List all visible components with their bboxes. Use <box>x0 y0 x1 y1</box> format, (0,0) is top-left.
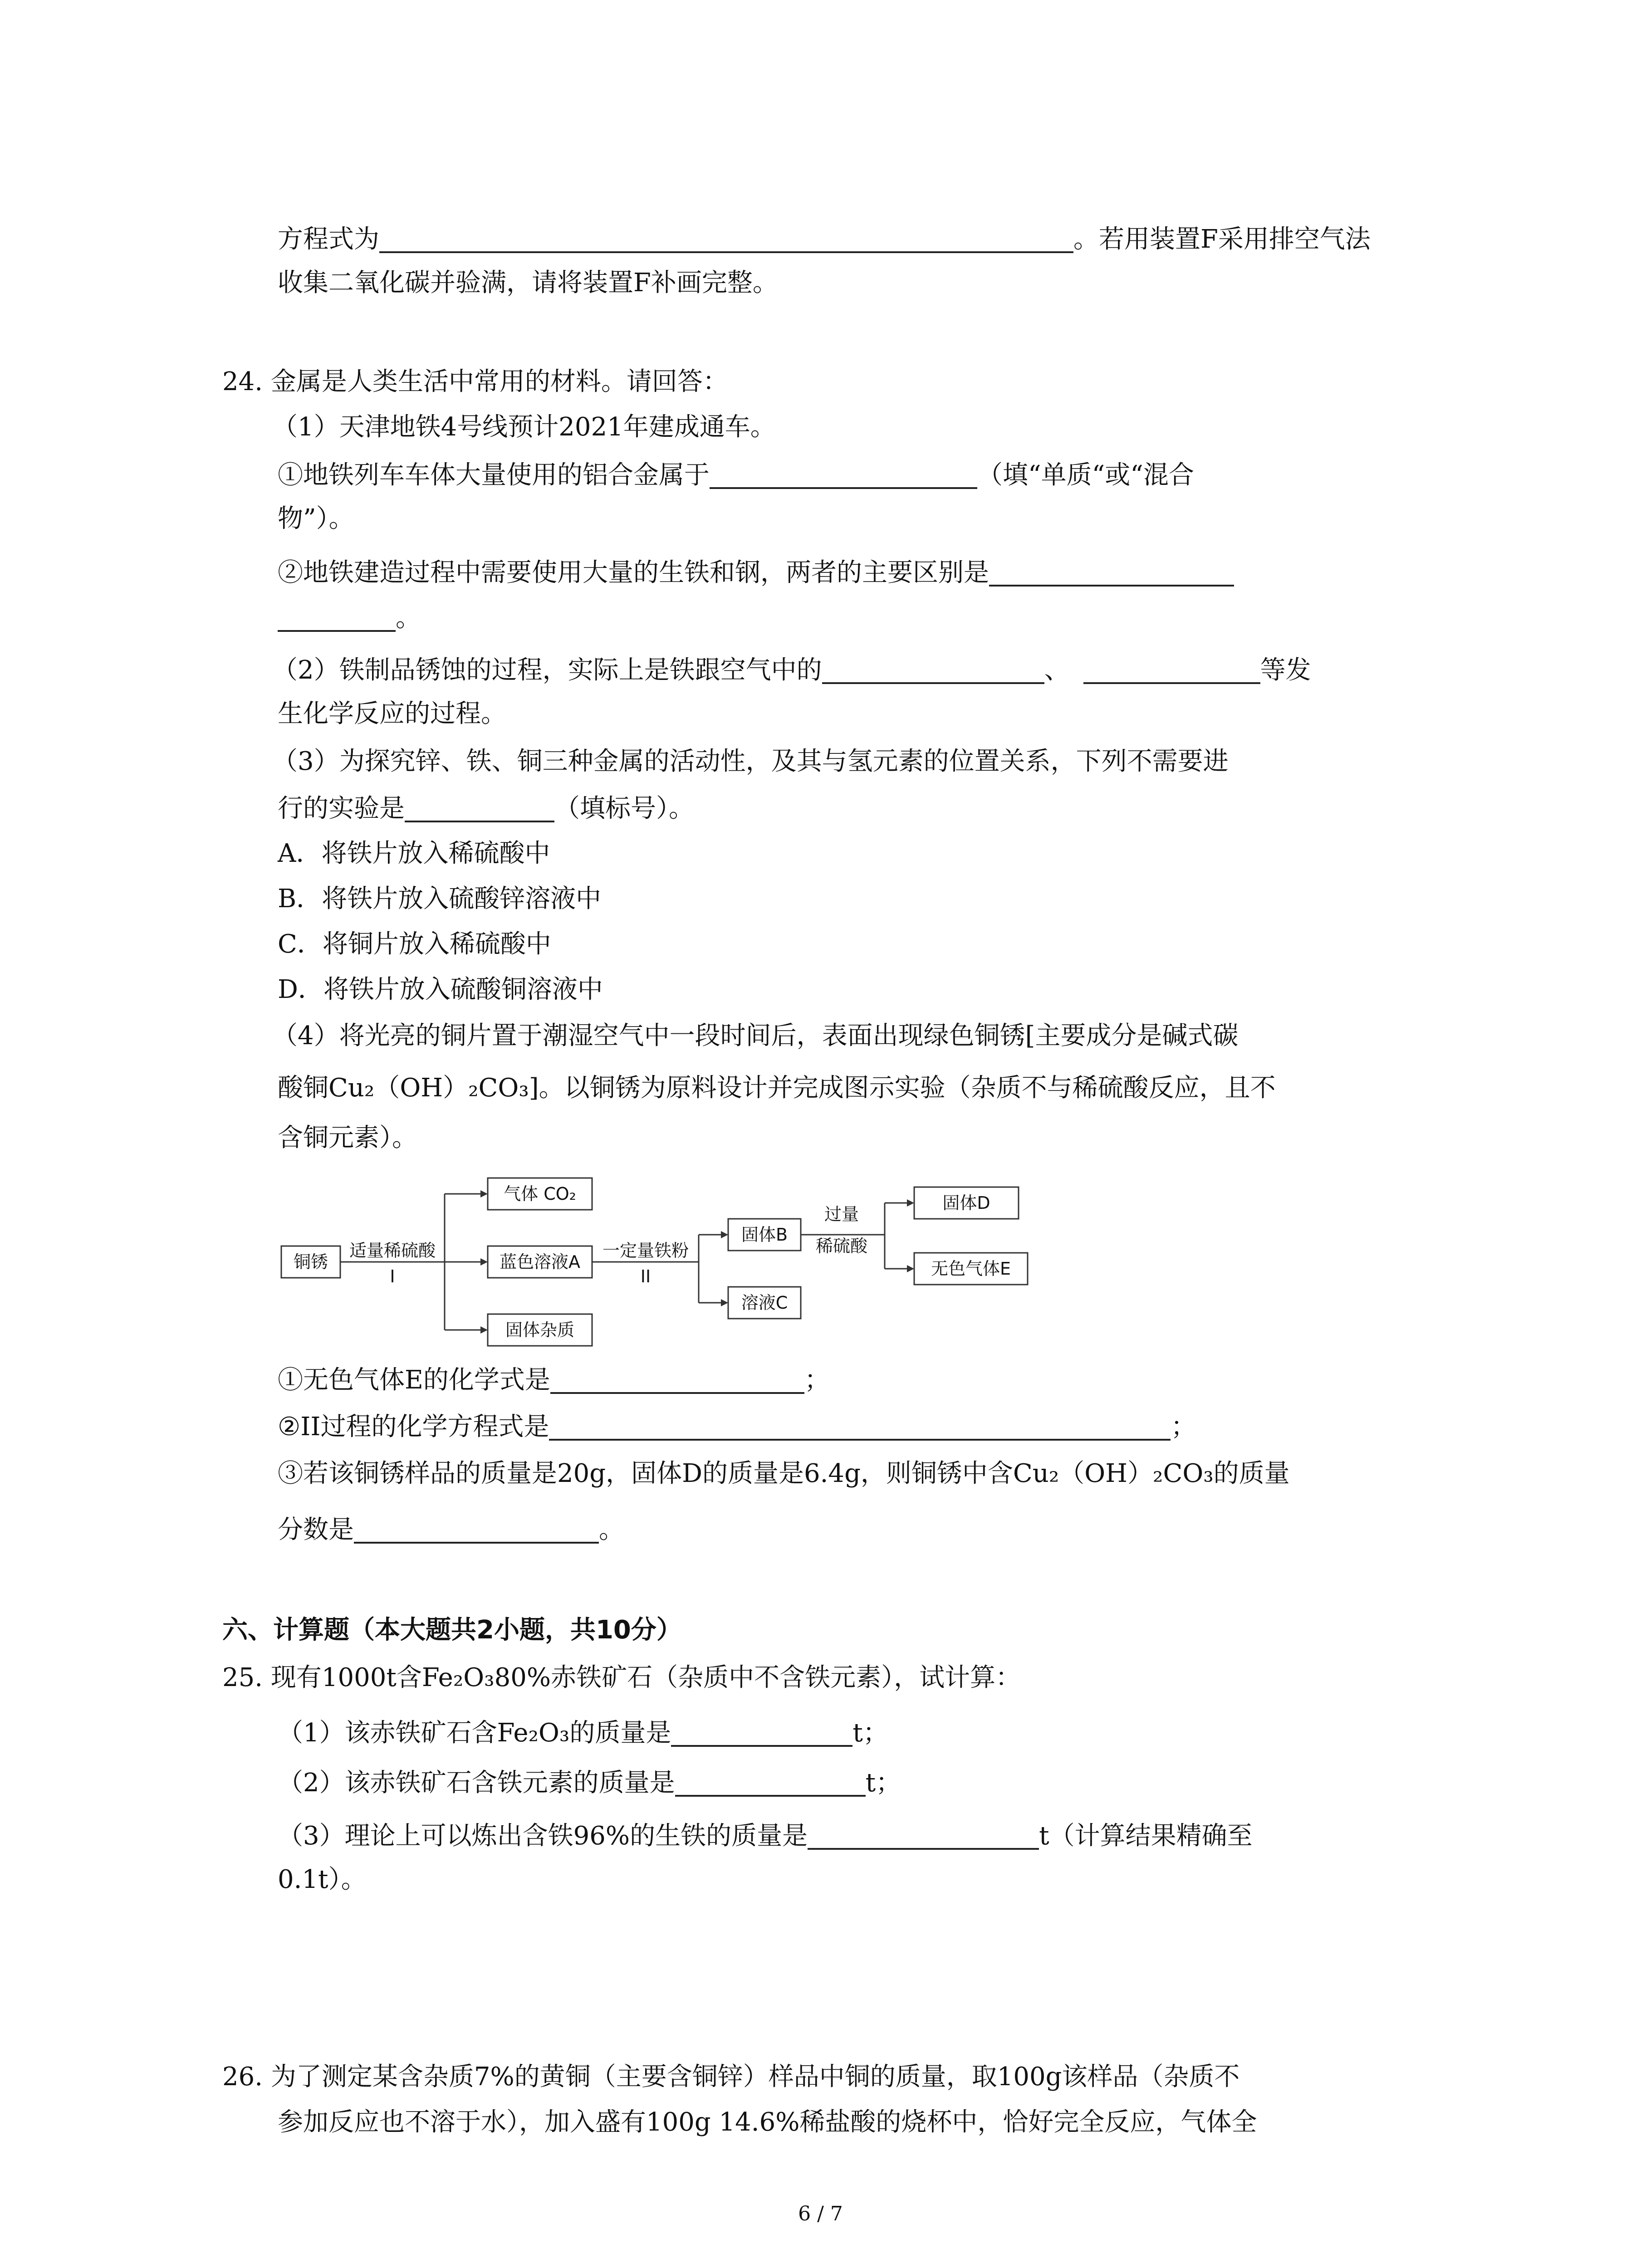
q24-part3: （3）为探究锌、铁、铜三种金属的活动性，及其与氢元素的位置关系，下列不需要进 <box>272 747 1229 776</box>
q24-text: ； <box>1171 1412 1196 1442</box>
q24-text: （2）铁制品锈蚀的过程，实际上是铁跟空气中的 <box>272 655 822 685</box>
q24-text: 、 <box>1044 655 1070 685</box>
q25-text: t（计算结果精确至 <box>1039 1821 1253 1851</box>
q24-text: ①无色气体E的化学式是 <box>278 1365 550 1395</box>
arrow-head <box>480 1190 488 1198</box>
q23-text: 方程式为 <box>278 225 379 254</box>
q26-line1: 26. 为了测定某含杂质7%的黄铜（主要含铜锌）样品中铜的质量，取100g该样品（杂质不 <box>222 2062 1240 2092</box>
q24-part4-cont2: 含铜元素）。 <box>278 1123 417 1153</box>
q24-part1-1-cont: 物”）。 <box>278 504 354 533</box>
answer-blank[interactable] <box>675 1766 866 1797</box>
q24-sub3-cont <box>278 1513 624 1545</box>
answer-blank[interactable] <box>354 1513 599 1544</box>
option-b: B．将铁片放入硫酸锌溶液中 <box>278 884 602 914</box>
q24-part1: （1）天津地铁4号线预计2021年建成通车。 <box>272 412 776 442</box>
q24-text: （填“单质“或“混合 <box>977 460 1194 490</box>
answer-blank[interactable] <box>710 458 977 489</box>
q25-part3-cont: 0.1t）。 <box>278 1865 367 1894</box>
q25-text: t； <box>865 1768 901 1798</box>
answer-blank[interactable] <box>989 556 1234 587</box>
label-solid-d: 固体D <box>942 1193 990 1213</box>
section-heading: 六、计算题（本大题共2小题，共10分） <box>222 1615 682 1645</box>
label-solid-impurity: 固体杂质 <box>505 1320 575 1340</box>
arrow-head <box>907 1265 914 1272</box>
answer-blank[interactable] <box>278 601 396 632</box>
arrow-head <box>907 1199 914 1207</box>
q25-part2 <box>278 1766 901 1798</box>
answer-blank[interactable] <box>1083 653 1260 684</box>
answer-blank[interactable] <box>550 1363 804 1394</box>
q24-part4: （4）将光亮的铜片置于潮湿空气中一段时间后，表面出现绿色铜锈[主要成分是碱式碳 <box>272 1021 1239 1051</box>
label-copper-rust: 铜锈 <box>293 1252 328 1272</box>
q24-part1-1 <box>278 458 1194 490</box>
answer-blank[interactable] <box>549 1410 1171 1441</box>
answer-blank[interactable] <box>379 222 1073 253</box>
answer-blank[interactable] <box>671 1716 852 1747</box>
q24-text: ②II过程的化学方程式是 <box>278 1412 549 1442</box>
step2-label: 一定量铁粉 <box>602 1241 689 1261</box>
q24-part2-cont: 生化学反应的过程。 <box>278 699 506 728</box>
answer-blank[interactable] <box>405 792 554 822</box>
step1-num: I <box>390 1266 395 1286</box>
q24-part1-2-cont <box>278 601 421 633</box>
q24-text: ①地铁列车车体大量使用的铝合金属于 <box>278 460 710 490</box>
arrow-head <box>721 1299 728 1306</box>
q24-part3-cont <box>278 792 694 824</box>
q24-part1-2 <box>278 556 1234 588</box>
q24-text: 等发 <box>1260 655 1311 685</box>
label-blue-solution: 蓝色溶液A <box>500 1252 580 1272</box>
q24-text: 。 <box>599 1515 624 1545</box>
copper-rust-flow-diagram <box>279 1168 1050 1349</box>
q24-text: （填标号）。 <box>554 794 694 823</box>
option-c: C．将铜片放入稀硫酸中 <box>278 929 551 959</box>
answer-blank[interactable] <box>808 1819 1039 1850</box>
q24-part2 <box>272 653 1311 685</box>
q24-sub1 <box>278 1363 830 1395</box>
arrow-head <box>480 1326 488 1334</box>
q24-text: ②地铁建造过程中需要使用大量的生铁和钢，两者的主要区别是 <box>278 558 989 587</box>
q25-text: （3）理论上可以炼出含铁96%的生铁的质量是 <box>278 1821 808 1851</box>
q25-title: 25. 现有1000t含Fe₂O₃80%赤铁矿石（杂质中不含铁元素），试计算： <box>222 1663 1021 1692</box>
step3-label-1: 过量 <box>824 1204 859 1224</box>
q25-text: t； <box>852 1718 888 1748</box>
label-solid-b: 固体B <box>741 1225 788 1245</box>
q23-text: 。若用装置F采用排空气法 <box>1073 225 1371 254</box>
q24-sub3: ③若该铜锈样品的质量是20g，固体D的质量是6.4g，则铜锈中含Cu₂（OH）₂CO₃的质量 <box>278 1459 1290 1488</box>
q24-title: 24. 金属是人类生活中常用的材料。请回答： <box>222 367 728 396</box>
step2-num: II <box>640 1266 651 1286</box>
label-gas-e: 无色气体E <box>931 1259 1011 1279</box>
arrow-head <box>721 1231 728 1238</box>
q24-sub2 <box>278 1410 1196 1442</box>
q25-part1 <box>278 1716 888 1748</box>
answer-blank[interactable] <box>822 653 1044 684</box>
option-d: D．将铁片放入硫酸铜溶液中 <box>278 975 603 1004</box>
q24-text: 。 <box>396 603 421 633</box>
option-a: A．将铁片放入稀硫酸中 <box>278 839 550 868</box>
step3-label-2: 稀硫酸 <box>815 1236 868 1256</box>
q25-part3 <box>278 1819 1253 1851</box>
q24-text: ； <box>804 1365 830 1395</box>
q25-text: （2）该赤铁矿石含铁元素的质量是 <box>278 1768 675 1798</box>
q24-text: 行的实验是 <box>278 794 405 823</box>
label-gas-co2: 气体 CO₂ <box>504 1184 576 1204</box>
q24-part4-cont: 酸铜Cu₂（OH）₂CO₃]。以铜锈为原料设计并完成图示实验（杂质不与稀硫酸反应，且不 <box>278 1073 1276 1103</box>
arrow-head <box>480 1258 488 1266</box>
q23-line1 <box>278 222 1371 254</box>
step1-label: 适量稀硫酸 <box>349 1241 436 1261</box>
label-solution-c: 溶液C <box>741 1293 788 1313</box>
q24-text: 分数是 <box>278 1515 354 1545</box>
q23-line2: 收集二氧化碳并验满，请将装置F补画完整。 <box>278 268 778 298</box>
q25-text: （1）该赤铁矿石含Fe₂O₃的质量是 <box>278 1718 671 1748</box>
q26-line2: 参加反应也不溶于水），加入盛有100g 14.6%稀盐酸的烧杯中，恰好完全反应，气体全 <box>278 2107 1257 2137</box>
page-number: 6 / 7 <box>798 2202 843 2225</box>
